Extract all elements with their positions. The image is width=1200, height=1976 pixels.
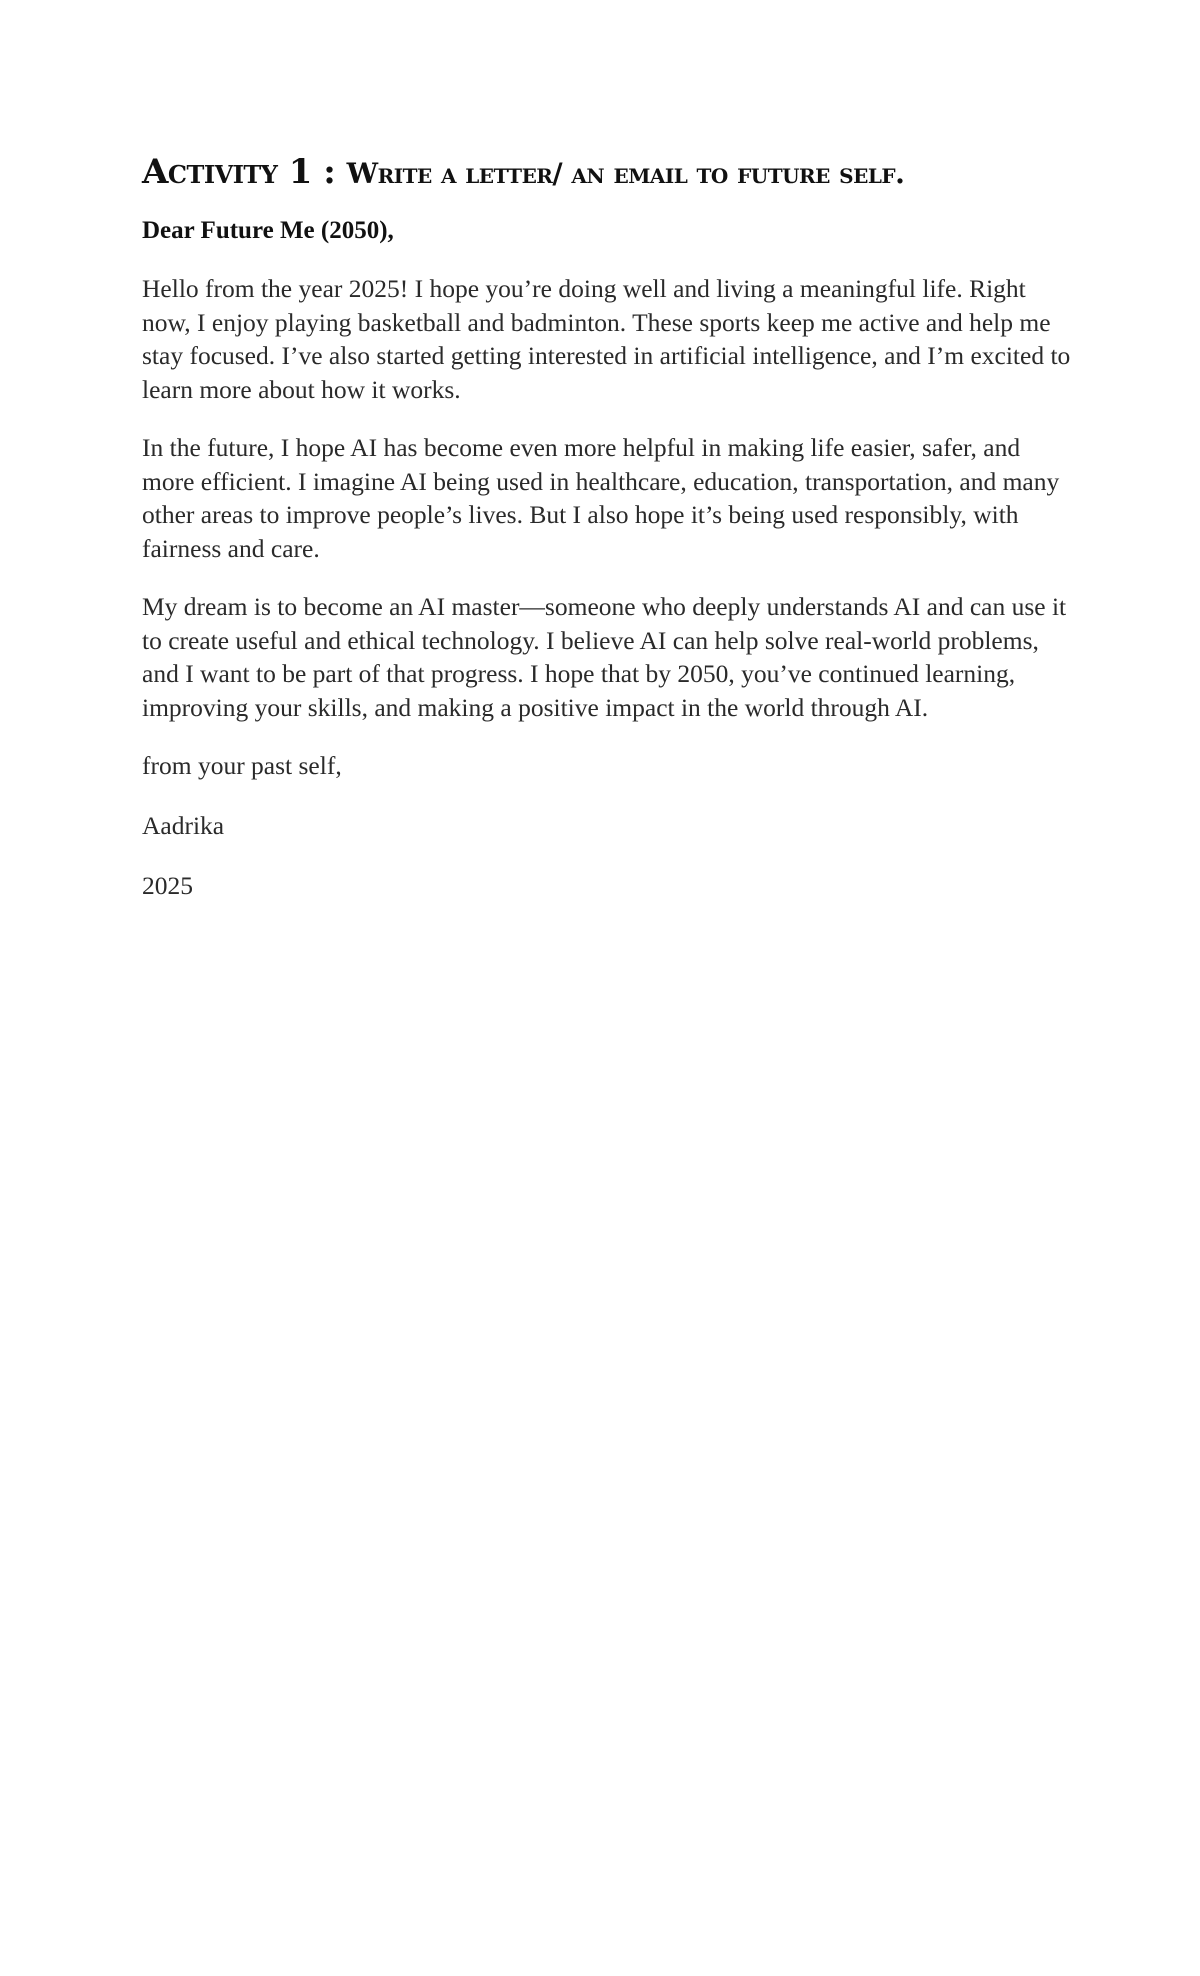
- activity-title-main: Activity 1 :: [142, 152, 347, 192]
- letter-paragraph-1: Hello from the year 2025! I hope you’re doing well and living a meaningful life. Right now, I enjoy playing basketball and badminton. These sports keep me active and help me stay focused. I’ve also started getting interested in artificial intelligence, and I’m excited to learn more about how it works.: [142, 274, 1071, 404]
- letter-closing: from your past self,: [142, 751, 342, 780]
- activity-title-rest: Write a letter/ an email to future self.: [346, 157, 905, 190]
- letter-year: 2025: [142, 871, 193, 900]
- letter-salutation: Dear Future Me (2050),: [142, 217, 394, 244]
- letter-paragraph-3: My dream is to become an AI master—someone who deeply understands AI and can use it to create useful and ethical technology. I believe AI can help solve real-world problems, and I want to be part of that progress. I hope that by 2050, you’ve continued learning, improving your skills, and making a positive impact in the world through AI.: [142, 592, 1067, 722]
- activity-title: [142, 148, 1072, 198]
- letter-signature: Aadrika: [142, 811, 225, 840]
- letter-paragraph-2: In the future, I hope AI has become even more helpful in making life easier, safer, and more efficient. I imagine AI being used in healthcare, education, transportation, and many other areas to improve people’s lives. But I also hope it’s being used responsibly, with fairness and care.: [142, 433, 1060, 563]
- letter-content: [142, 148, 1072, 929]
